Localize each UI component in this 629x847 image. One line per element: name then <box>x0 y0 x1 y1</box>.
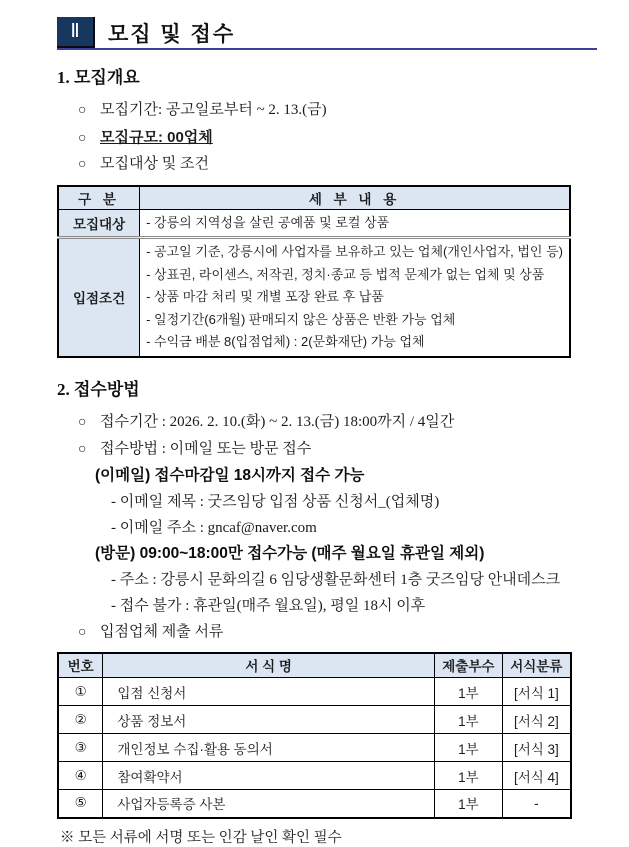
page-title: 모집 및 접수 <box>108 22 236 46</box>
doc-name: 입점 신청서 <box>103 678 435 706</box>
doc-form: [서식 3] <box>502 734 571 762</box>
section-number: Ⅱ <box>70 21 80 42</box>
documents-table-header-row <box>58 653 571 678</box>
detail-line: - 수익금 배분 8(입점업체) : 2(문화재단) 가능 업체 <box>146 334 425 349</box>
signature-required-note: ※ 모든 서류에 서명 또는 인감 날인 확인 필수 <box>60 829 342 846</box>
doc-name: 참여확약서 <box>103 762 435 790</box>
col-header-category: 구 분 <box>58 186 140 209</box>
bullet-text: 모집대상 및 조건 <box>100 156 209 172</box>
bullet-text: 접수기간 : 2026. 2. 10.(화) ~ 2. 13.(금) 18:00까지 / 4일간 <box>100 413 455 430</box>
bullet-text-emphasized: 모집규모: 00업체 <box>100 129 213 146</box>
doc-number: ② <box>58 706 103 734</box>
row-content <box>140 209 570 238</box>
section1-heading: 1. 모집개요 <box>57 68 140 87</box>
col-header-number: 번호 <box>58 653 103 678</box>
table-row <box>58 762 571 790</box>
header-divider <box>57 48 597 50</box>
col-header-form-name: 서 식 명 <box>103 653 435 678</box>
circle-bullet-icon: ○ <box>78 157 87 172</box>
section2-heading: 2. 접수방법 <box>57 379 140 399</box>
bullet-recruit-scale <box>78 124 597 151</box>
email-address-line: - 이메일 주소 : gncaf@naver.com <box>111 519 317 536</box>
doc-number: ④ <box>58 762 103 790</box>
table-row <box>58 706 571 734</box>
visit-unavailable-line: - 접수 불가 : 휴관일(매주 월요일), 평일 18시 이후 <box>111 597 426 614</box>
detail-line: - 상품 마감 처리 및 개별 포장 완료 후 납품 <box>146 289 384 304</box>
circle-bullet-icon: ○ <box>78 414 87 430</box>
row-content <box>140 238 570 357</box>
visit-address-line: - 주소 : 강릉시 문화의길 6 임당생활문화센터 1층 굿즈임당 안내데스크 <box>111 571 561 588</box>
criteria-table <box>57 185 571 358</box>
detail-line: - 공고일 기준, 강릉시에 사업자를 보유하고 있는 업체(개인사업자, 법인 등) <box>146 244 563 259</box>
table-row <box>58 238 570 357</box>
doc-number: ③ <box>58 734 103 762</box>
doc-number: ⑤ <box>58 790 103 818</box>
bullet-submit-documents <box>78 619 597 646</box>
doc-name: 사업자등록증 사본 <box>103 790 435 818</box>
col-header-copies: 제출부수 <box>434 653 502 678</box>
doc-number: ① <box>58 678 103 706</box>
table-row <box>58 678 571 706</box>
table-row <box>58 734 571 762</box>
row-label-conditions: 입점조건 <box>58 238 140 357</box>
detail-line: - 일정기간(6개월) 판매되지 않은 상품은 반환 가능 업체 <box>146 311 456 327</box>
doc-form: - <box>502 790 571 818</box>
criteria-table-header-row <box>58 186 570 209</box>
section-header <box>57 17 597 48</box>
email-subject-line: - 이메일 제목 : 굿즈임당 입점 상품 신청서_(업체명) <box>111 493 440 510</box>
detail-line: - 강릉의 지역성을 살린 공예품 및 로컬 상품 <box>146 214 390 230</box>
detail-line: - 상표권, 라이센스, 저작권, 정치·종교 등 법적 문제가 없는 업체 및 상품 <box>146 266 545 282</box>
doc-copies: 1부 <box>434 734 502 762</box>
circle-bullet-icon: ○ <box>78 103 87 118</box>
bullet-text: 모집기간: 공고일로부터 ~ 2. 13.(금) <box>100 102 327 118</box>
doc-name: 상품 정보서 <box>103 706 435 734</box>
bullet-text: 접수방법 : 이메일 또는 방문 접수 <box>100 440 312 457</box>
bullet-recruit-period <box>78 97 597 124</box>
email-method-title: (이메일) 접수마감일 18시까지 접수 가능 <box>95 466 365 484</box>
table-row <box>58 790 571 818</box>
col-header-details: 세 부 내 용 <box>140 186 570 209</box>
bullet-recruit-target <box>78 151 597 178</box>
table-row <box>58 209 570 238</box>
circle-bullet-icon: ○ <box>78 441 87 457</box>
doc-form: [서식 4] <box>502 762 571 790</box>
documents-table <box>57 652 572 819</box>
circle-bullet-icon: ○ <box>78 129 87 145</box>
bullet-apply-method <box>78 436 597 463</box>
doc-copies: 1부 <box>434 762 502 790</box>
bullet-apply-period <box>78 409 597 436</box>
visit-method-title: (방문) 09:00~18:00만 접수가능 (매주 월요일 휴관일 제외) <box>95 544 485 562</box>
doc-name: 개인정보 수집·활용 동의서 <box>103 734 435 762</box>
doc-form: [서식 1] <box>502 678 571 706</box>
section-number-badge <box>57 17 95 48</box>
doc-copies: 1부 <box>434 790 502 818</box>
doc-copies: 1부 <box>434 706 502 734</box>
row-label-target: 모집대상 <box>58 209 140 238</box>
bullet-text: 입점업체 제출 서류 <box>100 623 224 640</box>
doc-copies: 1부 <box>434 678 502 706</box>
col-header-form-type: 서식분류 <box>502 653 571 678</box>
circle-bullet-icon: ○ <box>78 624 87 640</box>
doc-form: [서식 2] <box>502 706 571 734</box>
